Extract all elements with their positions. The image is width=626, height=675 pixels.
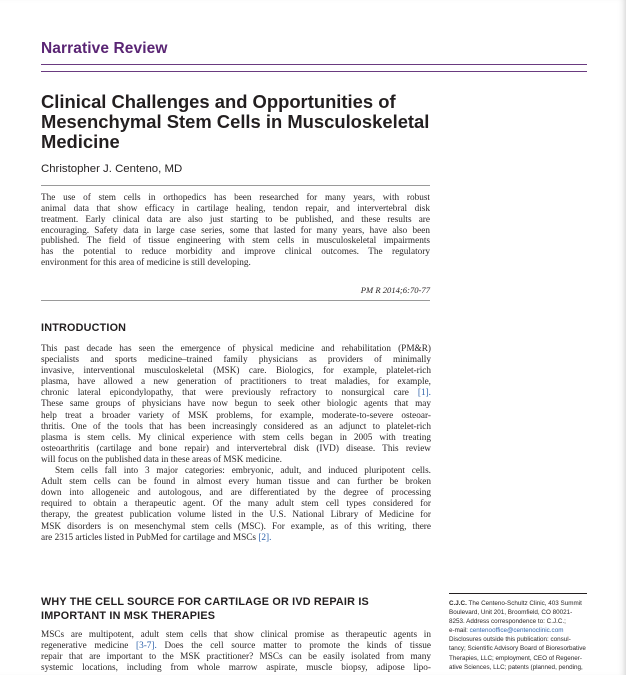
footnote-rule	[449, 593, 587, 594]
footnote-line: ative Sciences, LLC; patents (planned, pending,	[449, 663, 583, 671]
article-title	[41, 92, 591, 152]
footnote-line: Therapies, LLC; employment, CEO of Regener-	[449, 654, 582, 662]
cell-source-body	[41, 630, 431, 674]
abstract-line: treatment. Early clinical data are also just starting to be published, and these results are	[41, 214, 430, 225]
footnote-line	[449, 626, 589, 635]
body-line	[41, 533, 431, 544]
body-line: required to obtain a therapeutic agent. Of the many adult stem cell types considered for	[41, 499, 431, 510]
article-title-line: Clinical Challenges and Opportunities of	[41, 91, 396, 112]
body-line: therapy, the greatest publication volume listed in the U.S. National Library of Medicine for	[41, 510, 431, 521]
abstract-line: encouraging. Safety data in large case series, some that lasted for many years, have also been	[41, 225, 430, 236]
body-line	[41, 641, 431, 652]
author-affiliation-footnote	[449, 599, 589, 672]
article-title-line: Mesenchymal Stem Cells in Musculoskeletal	[41, 111, 430, 132]
body-line: osteoarthritis (cartilage and bone repair) and intervertebral disk (IVD) disease. This review	[41, 443, 431, 454]
footnote-line: 8253. Address correspondence to: C.J.C.;	[449, 618, 566, 626]
abstract-line: animal data that show efficacy in cartilage healing, tendon repair, and intervertebral disk	[41, 203, 430, 214]
introduction-body	[41, 344, 431, 544]
reference-link[interactable]: [3-7].	[136, 641, 157, 652]
body-line: plasma, have allowed a new generation of practitioners to treat maladies, for example,	[41, 377, 431, 388]
abstract-rule-top	[41, 185, 430, 186]
header-rule-bottom	[41, 71, 587, 72]
footnote-text: The Centeno-Schultz Clinic, 403 Summit	[466, 600, 582, 607]
footnote-line: Disclosures outside this publication: consul-	[449, 636, 571, 644]
abstract-line: environment for this area of medicine is still developing.	[41, 258, 251, 269]
body-line: These same groups of physicians have now begun to seek other biologic agents that may	[41, 399, 431, 410]
body-line: plasma is stem cells. My clinical experience with stem cells began in 2005 with treating	[41, 432, 431, 443]
article-type-label: Narrative Review	[41, 40, 168, 57]
body-line: invasive, interventional musculoskeletal (MSK) care. Biologics, for example, platelet-rich	[41, 366, 431, 377]
abstract-line: published. The field of tissue engineering with stem cells in musculoskeletal impairments	[41, 236, 430, 247]
abstract-line: has the potential to reduce morbidity and improve clinical outcomes. The regulatory	[41, 247, 430, 258]
body-line-text: chronic lateral epicondylopathy, that were previously refractory to nonsurgical care	[41, 388, 418, 399]
body-line: Stem cells fall into 3 major categories: embryonic, adult, and induced pluripotent cells.	[55, 466, 431, 477]
reference-link[interactable]: [2].	[258, 532, 272, 543]
footnote-author-initials: C.J.C.	[449, 600, 467, 607]
body-line: help treat a broader variety of MSK problems, for example, moderate-to-severe osteoar-	[41, 410, 431, 421]
body-line	[41, 388, 431, 399]
footnote-line: tancy; Scientific Advisory Board of Bioresorbative	[449, 645, 586, 653]
body-line: repair that are important to the MSK practitioner? MSCs can be easily isolated from many	[41, 652, 431, 663]
reference-link[interactable]: [1].	[417, 388, 431, 399]
header-rule-top	[41, 64, 587, 65]
body-line: MSK disorders is on mesenchymal stem cells (MSC). For example, as of this writing, there	[41, 521, 431, 532]
body-line-text: regenerative medicine	[41, 641, 136, 652]
body-line-text: are 2315 articles listed in PubMed for cartilage and MSCs	[41, 532, 259, 543]
footnote-line	[449, 599, 589, 608]
body-line: specialists and sports medicine–trained family physicians as providers of minimally	[41, 355, 431, 366]
abstract-line: The use of stem cells in orthopedics has been researched for many years, with robust	[41, 193, 430, 203]
footnote-line: Boulevard, Unit 201, Broomfield, CO 80021-	[449, 609, 573, 617]
journal-citation: PM R 2014;6:70-77	[360, 285, 430, 295]
body-line: systemic locations, including from whole marrow aspirate, muscle biopsy, adipose lipo-	[41, 663, 431, 674]
section-heading-line: WHY THE CELL SOURCE FOR CARTILAGE OR IVD REPAIR IS	[41, 596, 369, 608]
body-line: This past decade has seen the emergence of physical medicine and rehabilitation (PM&R)	[41, 344, 431, 354]
article-title-line: Medicine	[41, 131, 120, 152]
section-heading-cell-source	[41, 596, 431, 623]
body-line-text: Does the cell source matter to promote the kinds of tissue	[156, 641, 431, 652]
email-link[interactable]: centenooffice@centenoclinic.com	[469, 627, 564, 635]
footnote-text: e-mail:	[449, 627, 470, 635]
body-line: down into allogeneic and autologous, and are differentiated by the degree of processing	[41, 488, 431, 499]
body-line: MSCs are multipotent, adult stem cells that show clinical promise as therapeutic agents in	[41, 630, 431, 640]
section-heading-introduction: INTRODUCTION	[41, 322, 127, 334]
abstract-rule-bottom	[41, 300, 430, 301]
body-line: thritis. One of the tools that has been increasingly considered as an adjunct to platelet-rich	[41, 421, 431, 432]
abstract	[41, 193, 430, 269]
body-line: Adult stem cells can be found in almost every human tissue and can further be broken	[41, 477, 431, 488]
body-line: will focus on the published data in these areas of MSK medicine.	[41, 454, 282, 465]
article-author: Christopher J. Centeno, MD	[41, 163, 183, 175]
section-heading-line: IMPORTANT IN MSK THERAPIES	[41, 609, 216, 622]
